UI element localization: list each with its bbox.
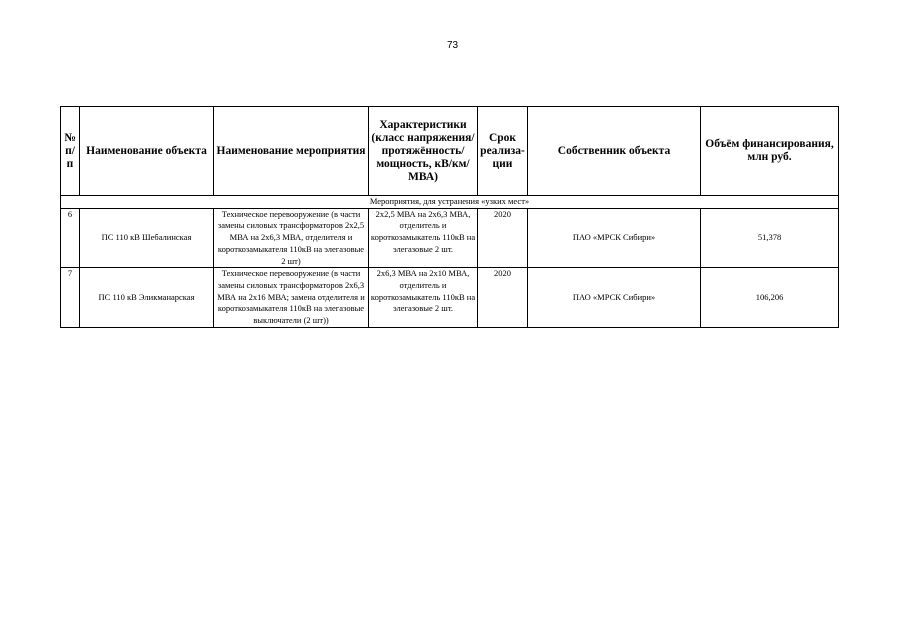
col-header-term: Срок реализа-ции [478,107,528,196]
section-row [61,196,839,209]
header-row [61,107,839,196]
characteristics: 2х6,3 МВА на 2х10 МВА, отделитель и короткозамыкатель 110кВ на элегазовые 2 шт. [369,268,478,328]
row-number: 6 [61,208,80,268]
col-header-num: № п/п [61,107,80,196]
object-owner: ПАО «МРСК Сибири» [528,208,701,268]
row-number: 7 [61,268,80,328]
page-number: 73 [446,40,459,51]
financing-amount: 106,206 [701,268,839,328]
implementation-term: 2020 [478,268,528,328]
table-row [61,268,839,328]
section-title: Мероприятия, для устранения «узких мест» [61,196,839,209]
measure-description: Техническое перевооружение (в части замены силовых трансформаторов 2х2,5 МВА на 2х6,3 МВА, отделителя и короткозамыкателя 110кВ на элегазовые 2 шт) [214,208,369,268]
implementation-term: 2020 [478,208,528,268]
measure-description: Техническое перевооружение (в части замены силовых трансформаторов 2х6,3 МВА на 2х16 МВА; замена отделителя и короткозамыкателя 110кВ на элегазовые выключатели (2 шт)) [214,268,369,328]
object-name: ПС 110 кВ Шебалинская [80,208,214,268]
col-header-owner: Собственник объекта [528,107,701,196]
object-owner: ПАО «МРСК Сибири» [528,268,701,328]
col-header-characteristics: Характеристики (класс напряжения/ протяжённость/ мощность, кВ/км/МВА) [369,107,478,196]
characteristics: 2х2,5 МВА на 2х6,3 МВА, отделитель и короткозамыкатель 110кВ на элегазовые 2 шт. [369,208,478,268]
col-header-financing: Объём финансирования, млн руб. [701,107,839,196]
financing-amount: 51,378 [701,208,839,268]
col-header-object: Наименование объекта [80,107,214,196]
investment-table [60,106,839,328]
col-header-measure: Наименование мероприятия [214,107,369,196]
table-row [61,208,839,268]
object-name: ПС 110 кВ Эликманарская [80,268,214,328]
